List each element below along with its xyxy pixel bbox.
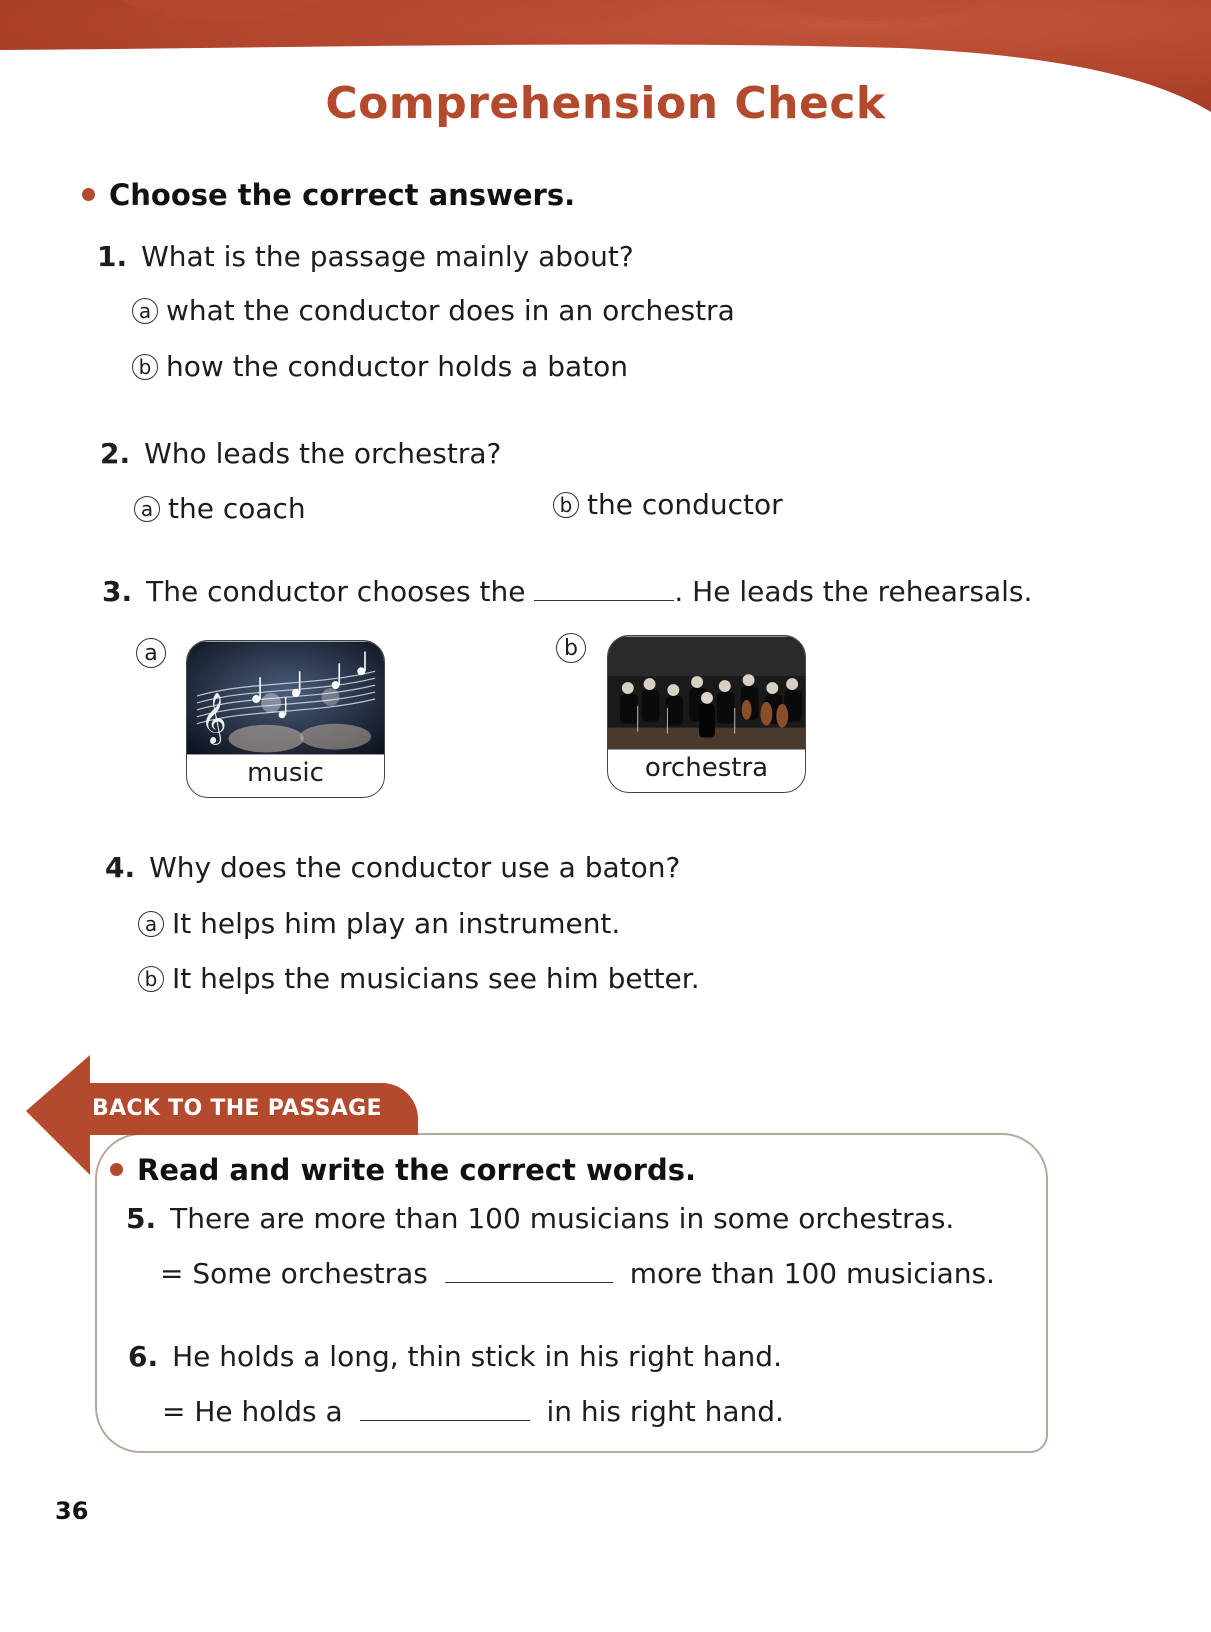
answer-blank[interactable]	[445, 1282, 613, 1283]
option-letter-a[interactable]: a	[136, 638, 166, 668]
question-5-rewrite	[160, 1257, 995, 1290]
q2-option-a[interactable]	[134, 492, 306, 525]
q3-option-a-card[interactable]	[186, 640, 385, 798]
question-number: 2.	[100, 437, 131, 470]
rewrite-text-after: in his right hand.	[546, 1395, 784, 1428]
back-to-passage-label: BACK TO THE PASSAGE	[92, 1096, 382, 1121]
answer-blank[interactable]	[534, 600, 674, 601]
section1-instruction	[82, 178, 575, 212]
option-letter-b[interactable]: b	[556, 633, 586, 663]
option-letter-a: a	[134, 496, 160, 522]
question-number: 1.	[97, 240, 128, 273]
question-number: 5.	[126, 1202, 157, 1235]
q1-option-a[interactable]	[132, 294, 735, 327]
music-image	[187, 641, 384, 755]
question-text: Who leads the orchestra?	[144, 437, 502, 470]
option-letter-a: a	[132, 298, 158, 324]
option-text: how the conductor holds a baton	[166, 350, 628, 383]
rewrite-text-before: = Some orchestras	[160, 1257, 428, 1290]
question-text: There are more than 100 musicians in some orchestras.	[170, 1202, 955, 1235]
question-number: 4.	[105, 851, 136, 884]
question-5	[126, 1202, 954, 1235]
question-text-before: The conductor chooses the	[146, 575, 526, 608]
q1-option-b[interactable]	[132, 350, 628, 383]
orchestra-image	[608, 636, 805, 750]
svg-text:𝄞: 𝄞	[200, 693, 227, 744]
question-number: 6.	[128, 1340, 159, 1373]
option-letter-b: b	[553, 492, 579, 518]
question-2	[100, 437, 501, 470]
card-caption: music	[247, 758, 324, 788]
question-6-rewrite	[162, 1395, 784, 1428]
question-6	[128, 1340, 782, 1373]
rewrite-text-before: = He holds a	[162, 1395, 343, 1428]
answer-blank[interactable]	[360, 1420, 530, 1421]
option-text: what the conductor does in an orchestra	[166, 294, 735, 327]
bullet-dot	[110, 1163, 123, 1176]
q4-option-a[interactable]	[138, 907, 620, 940]
option-text: It helps the musicians see him better.	[172, 962, 700, 995]
option-text: It helps him play an instrument.	[172, 907, 621, 940]
option-text: the coach	[168, 492, 306, 525]
question-text: What is the passage mainly about?	[141, 240, 634, 273]
question-4	[105, 851, 680, 884]
question-text: Why does the conductor use a baton?	[149, 851, 681, 884]
question-text: He holds a long, thin stick in his right hand.	[172, 1340, 782, 1373]
question-number: 3.	[102, 575, 133, 608]
q2-option-b[interactable]	[553, 488, 783, 521]
question-text-after: . He leads the rehearsals.	[674, 575, 1033, 608]
option-letter-b: b	[132, 354, 158, 380]
section2-instruction	[110, 1153, 696, 1187]
option-letter-a: a	[138, 911, 164, 937]
card-caption: orchestra	[644, 753, 769, 783]
instruction-text: Choose the correct answers.	[109, 178, 576, 212]
instruction-text: Read and write the correct words.	[137, 1153, 697, 1187]
rewrite-text-after: more than 100 musicians.	[629, 1257, 995, 1290]
option-letter-b: b	[138, 966, 164, 992]
bullet-dot	[82, 188, 95, 201]
page-number: 36	[55, 1497, 89, 1525]
question-1	[97, 240, 634, 273]
question-3	[102, 575, 1032, 608]
page-title: Comprehension Check	[325, 78, 886, 129]
option-text: the conductor	[587, 488, 783, 521]
q3-option-b-card[interactable]	[607, 635, 806, 793]
q4-option-b[interactable]	[138, 962, 700, 995]
